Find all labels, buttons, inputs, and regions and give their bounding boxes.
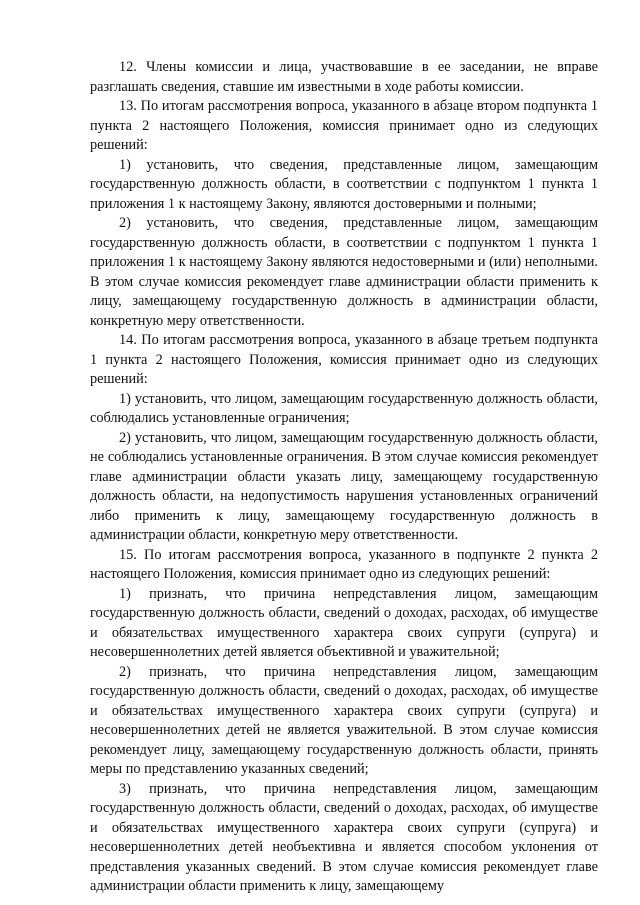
paragraph-14: 14. По итогам рассмотрения вопроса, указанного в абзаце третьем подпункта 1 пункта 2 настоящего Положения, комиссия принимает одно из следующих решений: (90, 332, 598, 387)
paragraph-13: 13. По итогам рассмотрения вопроса, указанного в абзаце втором подпункта 1 пункта 2 настоящего Положения, комиссия принимает одно из следующих решений: (90, 98, 598, 153)
paragraph-13-item-2: 2) установить, что сведения, представленные лицом, замещающим государственную должность области, в соответствии с подпунктом 1 пункта 1 приложения 1 к настоящему Закону являются недостоверными и (или) неполными. В этом случае комиссия рекомендует главе администрации области применить к лицу, замещающему государственную должность в администрации области, конкретную меру ответственности. (90, 215, 598, 329)
paragraph-15-item-2: 2) признать, что причина непредставления лицом, замещающим государственную должность области, сведений о доходах, расходах, об имуществе и обязательствах имущественного характера своих супруги (супруга) и несовершеннолетних детей не является уважительной. В этом случае комиссия рекомендует лицу, замещающему государственную должность области, принять меры по представлению указанных сведений; (90, 663, 598, 777)
paragraph-14-item-2: 2) установить, что лицом, замещающим государственную должность области, не соблюдались установленные ограничения. В этом случае комиссия рекомендует главе администрации области указать лицу, замещающему государственную должность области, на недопустимость нарушения установленных ограничений либо применить к лицу, замещающему государственную должность в администрации области, конкретную меру ответственности. (90, 429, 598, 543)
paragraph-15: 15. По итогам рассмотрения вопроса, указанного в подпункте 2 пункта 2 настоящего Положения, комиссия принимает одно из следующих решений: (90, 546, 598, 582)
paragraph-15-item-1: 1) признать, что причина непредставления лицом, замещающим государственную должность области, сведений о доходах, расходах, об имуществе и обязательствах имущественного характера своих супруги (супруга) и несовершеннолетних детей является объективной и уважительной; (90, 585, 598, 660)
paragraph-13-item-1: 1) установить, что сведения, представленные лицом, замещающим государственную должность области, в соответствии с подпунктом 1 пункта 1 приложения 1 к настоящему Закону, являются достоверными и полными; (90, 156, 598, 212)
paragraph-12: 12. Члены комиссии и лица, участвовавшие в ее заседании, не вправе разглашать сведения, ставшие им известными в ходе работы комиссии. (90, 59, 598, 95)
paragraph-15-item-3: 3) признать, что причина непредставления лицом, замещающим государственную должность области, сведений о доходах, расходах, об имуществе и обязательствах имущественного характера своих супруги (супруга) и несовершеннолетних детей необъективна и является способом уклонения от представления указанных сведений. В этом случае комиссия рекомендует главе администрации области применить к лицу, замещающему (90, 780, 598, 894)
paragraph-14-item-1: 1) установить, что лицом, замещающим государственную должность области, соблюдались установленные ограничения; (90, 390, 598, 426)
